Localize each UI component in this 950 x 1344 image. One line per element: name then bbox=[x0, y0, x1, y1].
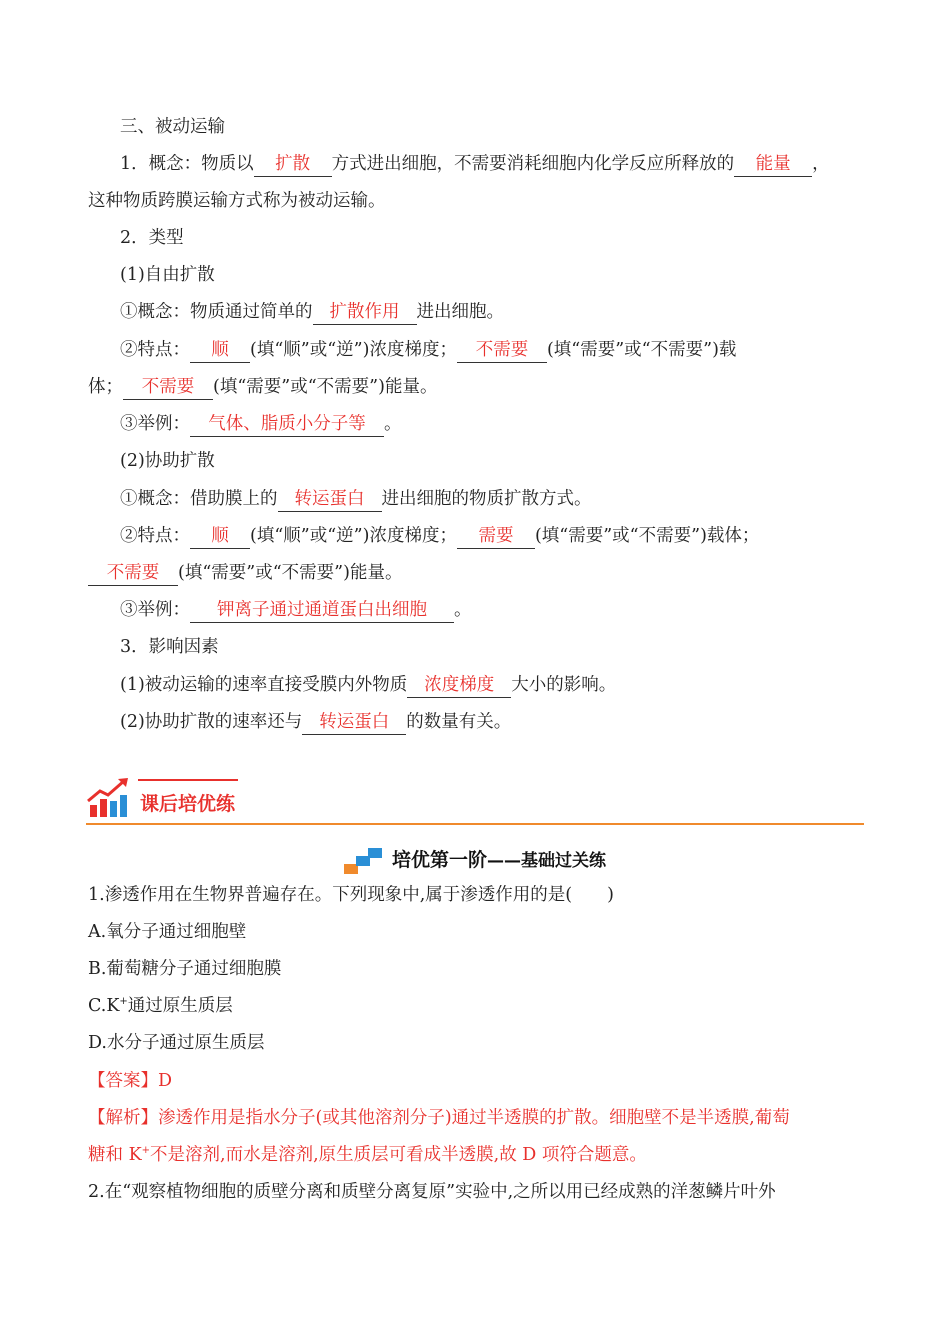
free-features: ②特点： 顺 (填“顺”或“逆”)浓度梯度； 不需要 (填“需要”或“不需要”)载 bbox=[120, 338, 736, 363]
blank-carrier: 不需要 bbox=[457, 338, 547, 363]
option-b: B.葡萄糖分子通过细胞膜 bbox=[88, 959, 282, 979]
blank-gradient-2: 顺 bbox=[190, 524, 250, 549]
assisted-example: ③举例： 钾离子通过通道蛋白出细胞 。 bbox=[120, 598, 472, 623]
chart-growth-icon bbox=[86, 777, 132, 821]
section-heading: 三、被动运输 bbox=[120, 117, 225, 137]
blank-example-2: 钾离子通过通道蛋白出细胞 bbox=[190, 598, 454, 623]
explanation-line-1: 【解析】渗透作用是指水分子(或其他溶剂分子)通过半透膜的扩散。细胞壁不是半透膜,葡萄 bbox=[88, 1108, 790, 1128]
blank-concentration: 浓度梯度 bbox=[407, 673, 511, 698]
free-diffusion-title: (1)自由扩散 bbox=[120, 265, 215, 285]
divider bbox=[86, 823, 864, 825]
free-concept: ①概念：物质通过简单的 扩散作用 进出细胞。 bbox=[120, 300, 504, 325]
blank-diffusion-action: 扩散作用 bbox=[313, 300, 417, 325]
answer: 【答案】D bbox=[88, 1071, 173, 1091]
question-1-stem: 1.渗透作用在生物界普遍存在。下列现象中,属于渗透作用的是( ) bbox=[88, 885, 614, 905]
blank-transport-protein: 转运蛋白 bbox=[278, 487, 382, 512]
blank-energy-need-2: 不需要 bbox=[88, 561, 178, 586]
option-a: A.氧分子通过细胞壁 bbox=[88, 922, 247, 942]
factor-1: (1)被动运输的速率直接受膜内外物质 浓度梯度 大小的影响。 bbox=[120, 673, 616, 698]
concept-line: 1．概念：物质以 扩散 方式进出细胞，不需要消耗细胞内化学反应所释放的 能量 ， bbox=[120, 152, 830, 177]
blank-transport-protein-2: 转运蛋白 bbox=[302, 710, 406, 735]
factor-2: (2)协助扩散的速率还与 转运蛋白 的数量有关。 bbox=[120, 710, 511, 735]
blank-energy: 能量 bbox=[734, 152, 812, 177]
blank-gradient: 顺 bbox=[190, 338, 250, 363]
concept-line-2: 这种物质跨膜运输方式称为被动运输。 bbox=[88, 191, 386, 211]
free-features-2: 体； 不需要 (填“需要”或“不需要”)能量。 bbox=[88, 375, 437, 400]
factors-heading: 3．影响因素 bbox=[120, 637, 219, 657]
blank-carrier-2: 需要 bbox=[457, 524, 535, 549]
section-title: 课后培优练 bbox=[140, 793, 236, 815]
title-accent-rule bbox=[138, 779, 238, 781]
types-heading: 2．类型 bbox=[120, 228, 184, 248]
option-c: C.K+通过原生质层 bbox=[88, 996, 233, 1016]
question-2-stem: 2.在“观察植物细胞的质壁分离和质壁分离复原”实验中,之所以用已经成熟的洋葱鳞片叶外 bbox=[88, 1182, 776, 1202]
option-d: D.水分子通过原生质层 bbox=[88, 1033, 265, 1053]
free-example: ③举例： 气体、脂质小分子等 。 bbox=[120, 412, 402, 437]
practice-section-banner bbox=[86, 777, 864, 825]
assisted-concept: ①概念：借助膜上的 转运蛋白 进出细胞的物质扩散方式。 bbox=[120, 487, 592, 512]
assisted-diffusion-title: (2)协助扩散 bbox=[120, 451, 215, 471]
assisted-features-2: 不需要 (填“需要”或“不需要”)能量。 bbox=[88, 561, 402, 586]
assisted-features: ②特点： 顺 (填“顺”或“逆”)浓度梯度； 需要 (填“需要”或“不需要”)载体； bbox=[120, 524, 759, 549]
stage-title: 培优第一阶——基础过关练 bbox=[0, 845, 950, 876]
blank-example: 气体、脂质小分子等 bbox=[190, 412, 384, 437]
stairs-icon bbox=[344, 846, 384, 876]
blank-diffusion: 扩散 bbox=[254, 152, 332, 177]
blank-energy-need: 不需要 bbox=[123, 375, 213, 400]
explanation-line-2: 糖和 K+不是溶剂,而水是溶剂,原生质层可看成半透膜,故 D 项符合题意。 bbox=[88, 1145, 647, 1165]
